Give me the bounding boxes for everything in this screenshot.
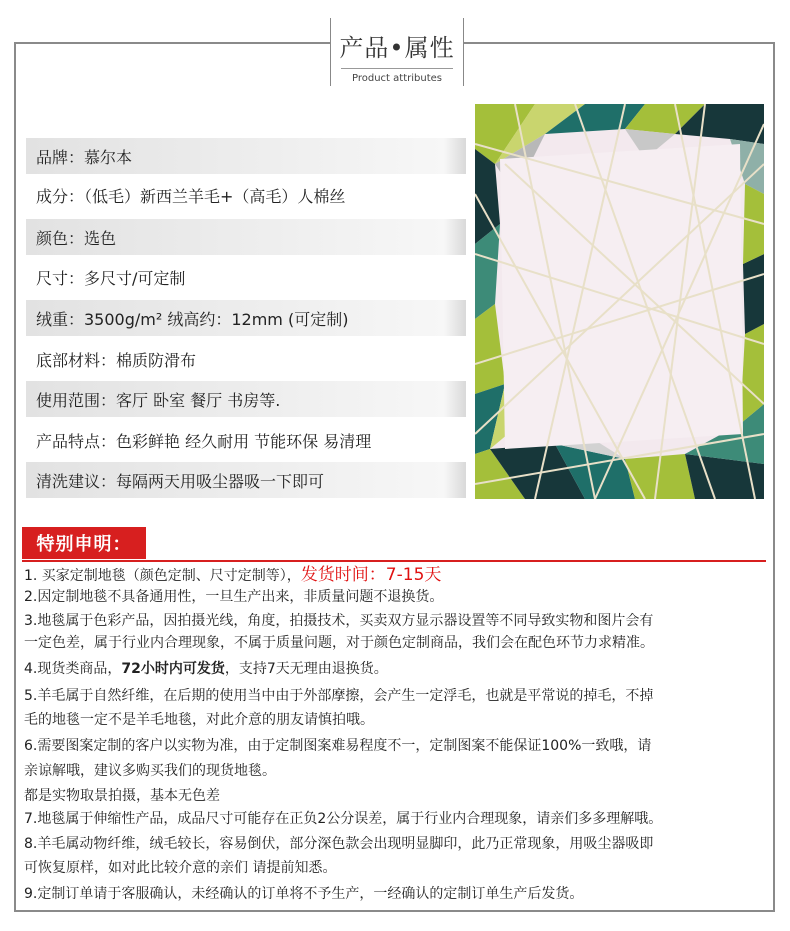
attr-brand: 品牌：慕尔本 xyxy=(26,138,466,174)
notice-item-4-prefix: 4.现货类商品， xyxy=(24,661,122,677)
notice-item-3b: 一定色差，属于行业内合理现象，不属于质量问题，对于颜色定制商品，我们会在配色环节力求精准。 xyxy=(24,635,654,651)
rug-illustration xyxy=(475,104,764,499)
delivery-time: 发货时间：7-15天 xyxy=(300,565,442,585)
section-subtitle: Product attributes xyxy=(352,73,442,84)
notice-item-6b: 亲谅解哦，建议多购买我们的现货地毯。 xyxy=(24,763,276,779)
notice-item-2: 2.因定制地毯不具备通用性，一旦生产出来，非质量问题不退换货。 xyxy=(24,589,444,605)
section-title: 产品•属性 xyxy=(339,34,455,62)
notice-item-6c: 都是实物取景拍摄，基本无色差 xyxy=(24,788,220,804)
attr-usage: 使用范围：客厅 卧室 餐厅 书房等. xyxy=(26,381,466,417)
notice-item-7: 7.地毯属于伸缩性产品，成品尺寸可能存在正负2公分误差，属于行业内合理现象，请亲们多多理解哦。 xyxy=(24,811,663,827)
attr-pile-weight: 绒重：3500g/m² 绒高约：12mm (可定制) xyxy=(26,300,466,336)
attr-size: 尺寸：多尺寸/可定制 xyxy=(36,268,186,288)
attr-color: 颜色：选色 xyxy=(26,219,466,255)
notice-item-1 xyxy=(24,565,776,586)
notice-item-5a: 5.羊毛属于自然纤维，在后期的使用当中由于外部摩擦，会产生一定浮毛，也就是平常说的掉毛，不掉 xyxy=(24,688,654,704)
attr-features: 产品特点：色彩鲜艳 经久耐用 节能环保 易清理 xyxy=(36,431,372,451)
ship-within-72h: 72小时内可发货 xyxy=(121,661,225,677)
notice-label: 特别申明： xyxy=(22,527,146,559)
attr-backing: 底部材料：棉质防滑布 xyxy=(36,350,197,370)
notice-item-8b: 可恢复原样，如对此比较介意的亲们 请提前知悉。 xyxy=(24,860,337,876)
notice-item-1-text: 1. 买家定制地毯（颜色定制、尺寸定制等）， xyxy=(24,568,301,584)
notice-item-4 xyxy=(24,659,776,679)
notice-item-3a: 3.地毯属于色彩产品，因拍摄光线，角度，拍摄技术，买卖双方显示器设置等不同导致实物和图片会有 xyxy=(24,613,654,629)
notice-divider xyxy=(22,560,766,562)
notice-item-6a: 6.需要图案定制的客户以实物为准，由于定制图案难易程度不一，定制图案不能保证100%一致哦，请 xyxy=(24,738,652,754)
notice-item-4-suffix: ，支持7天无理由退换货。 xyxy=(224,661,388,677)
title-divider xyxy=(341,68,453,69)
attr-material: 成分：（低毛）新西兰羊毛+（高毛）人棉丝 xyxy=(36,186,346,206)
attr-cleaning: 清洗建议：每隔两天用吸尘器吸一下即可 xyxy=(26,462,466,498)
product-image xyxy=(475,104,764,499)
section-header xyxy=(330,18,464,86)
notice-item-9: 9.定制订单请于客服确认，未经确认的订单将不予生产，一经确认的定制订单生产后发货。 xyxy=(24,886,584,902)
notice-item-5b: 毛的地毯一定不是羊毛地毯，对此介意的朋友请慎拍哦。 xyxy=(24,712,374,728)
notice-item-8a: 8.羊毛属动物纤维，绒毛较长，容易倒伏，部分深色款会出现明显脚印，此乃正常现象，用吸尘器吸即 xyxy=(24,836,654,852)
